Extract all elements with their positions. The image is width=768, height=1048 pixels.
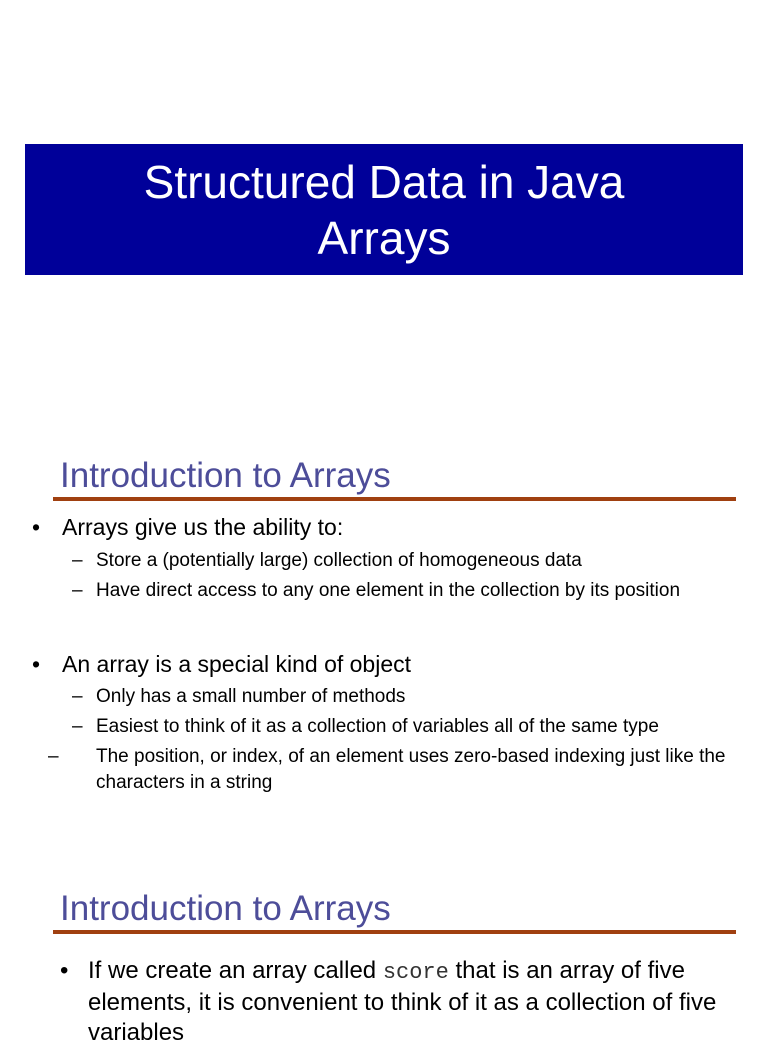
bullet-text-after-code: that is an array of five elements, it is convenient to think of it as a collection of five variables	[88, 957, 717, 1046]
sub-bullet-text: The position, or index, of an element uses zero-based indexing just like the characters in a string	[96, 746, 726, 793]
sub-bullet-item	[72, 684, 405, 710]
bullet-item	[32, 513, 343, 541]
bullet-text: Arrays give us the ability to:	[62, 514, 344, 540]
sub-bullet-item	[72, 578, 680, 604]
sub-bullet-item	[72, 714, 659, 740]
sub-bullet-text: Have direct access to any one element in the collection by its position	[96, 580, 681, 601]
section-heading-1: Introduction to Arrays	[60, 456, 391, 495]
sub-bullet-item	[48, 744, 752, 796]
section-heading-2: Introduction to Arrays	[60, 889, 391, 928]
sub-bullet-text: Store a (potentially large) collection of homogeneous data	[96, 550, 582, 571]
sub-bullet-item	[72, 548, 582, 574]
bullet-icon: •	[32, 514, 41, 540]
section-divider-1	[53, 497, 736, 501]
dash-icon: –	[72, 686, 83, 707]
bullet-icon: •	[32, 651, 41, 677]
title-banner	[25, 144, 743, 275]
bullet-text-before-code: If we create an array called	[88, 957, 383, 984]
code-identifier: score	[382, 960, 449, 985]
sub-bullet-text: Only has a small number of methods	[96, 686, 406, 707]
dash-icon: –	[48, 746, 59, 767]
dash-icon: –	[72, 580, 83, 601]
title-line-2: Arrays	[317, 211, 451, 264]
bullet-item	[32, 650, 411, 678]
bullet-icon: •	[60, 957, 69, 984]
dash-icon: –	[72, 550, 83, 571]
bullet-item	[60, 956, 740, 1048]
section-divider-2	[53, 930, 736, 934]
bullet-text: An array is a special kind of object	[62, 651, 412, 677]
sub-bullet-text: Easiest to think of it as a collection of variables all of the same type	[96, 716, 659, 737]
dash-icon: –	[72, 716, 83, 737]
title-line-1: Structured Data in Java	[143, 155, 625, 208]
